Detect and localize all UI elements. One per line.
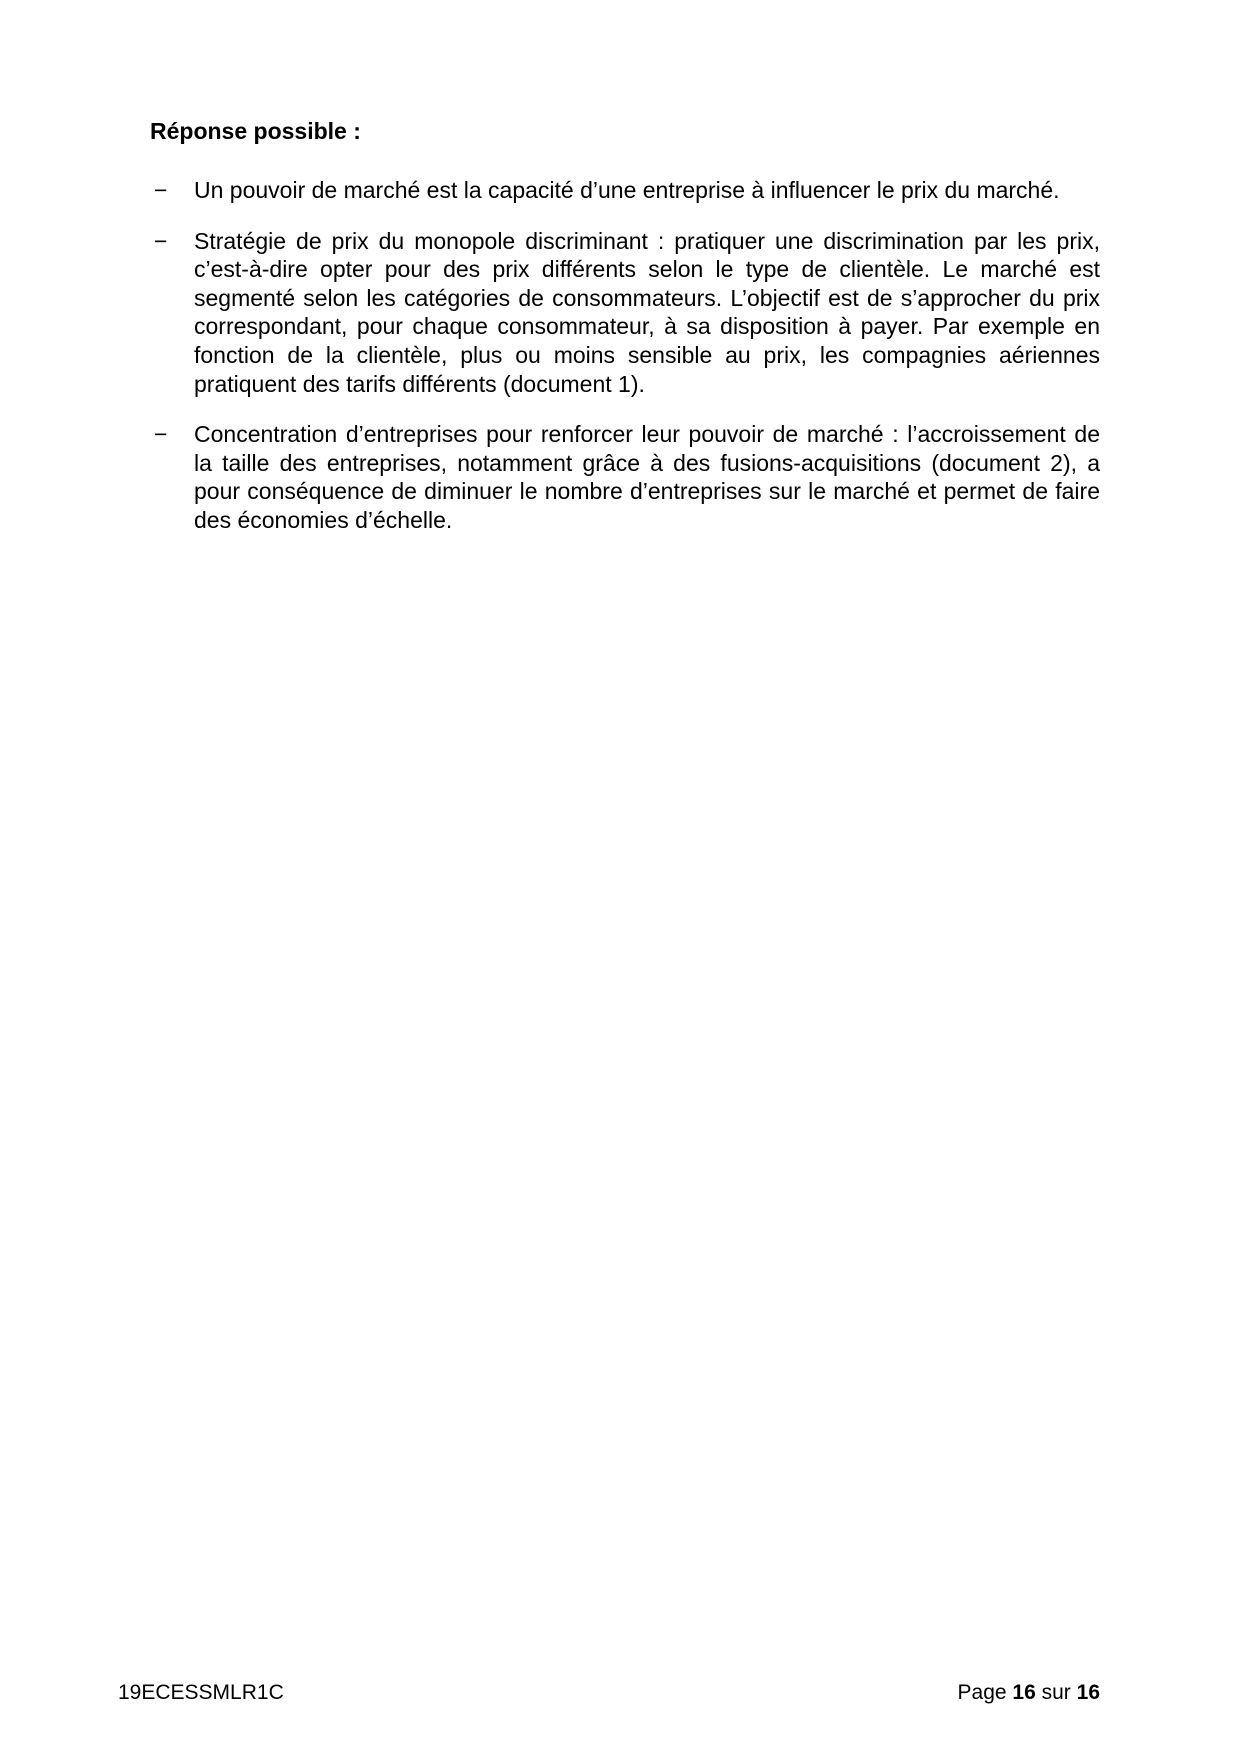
page-separator: sur	[1041, 1681, 1071, 1704]
list-item-text: Un pouvoir de marché est la capacité d’une entreprise à influencer le prix du marché.	[194, 177, 1060, 203]
page-total: 16	[1076, 1681, 1100, 1704]
answer-list	[150, 176, 1100, 557]
list-item	[150, 420, 1100, 534]
bullet-dash: −	[154, 177, 168, 203]
list-item-text: Concentration d’entreprises pour renforcer leur pouvoir de marché : l’accroissement de la taille des entreprises, notamment grâce à des fusions-acquisitions (document 2), a pour conséquence de diminuer le nombre d’entreprises sur le marché et permet de faire des économies d’échelle.	[194, 421, 1100, 533]
bullet-dash: −	[154, 421, 168, 448]
list-item	[150, 176, 1100, 205]
footer-document-code: 19ECESSMLR1C	[118, 1681, 284, 1704]
page-word: Page	[957, 1681, 1007, 1704]
page-current: 16	[1012, 1681, 1036, 1704]
footer-page-number	[958, 1681, 1100, 1705]
list-item	[150, 227, 1100, 399]
list-item-text: Stratégie de prix du monopole discriminant : pratiquer une discrimination par les prix, c’est-à-dire opter pour des prix différents selon le type de clientèle. Le marché est segmenté selon les catégories de consommateurs. L’objectif est de s’approcher du prix correspondant, pour chaque consommateur, à sa disposition à payer. Par exemple en fonction de la clientèle, plus ou moins sensible au prix, les compagnies aériennes pratiquent des tarifs différents (document 1).	[194, 227, 1100, 397]
bullet-dash: −	[154, 227, 168, 254]
section-heading: Réponse possible :	[150, 118, 361, 144]
